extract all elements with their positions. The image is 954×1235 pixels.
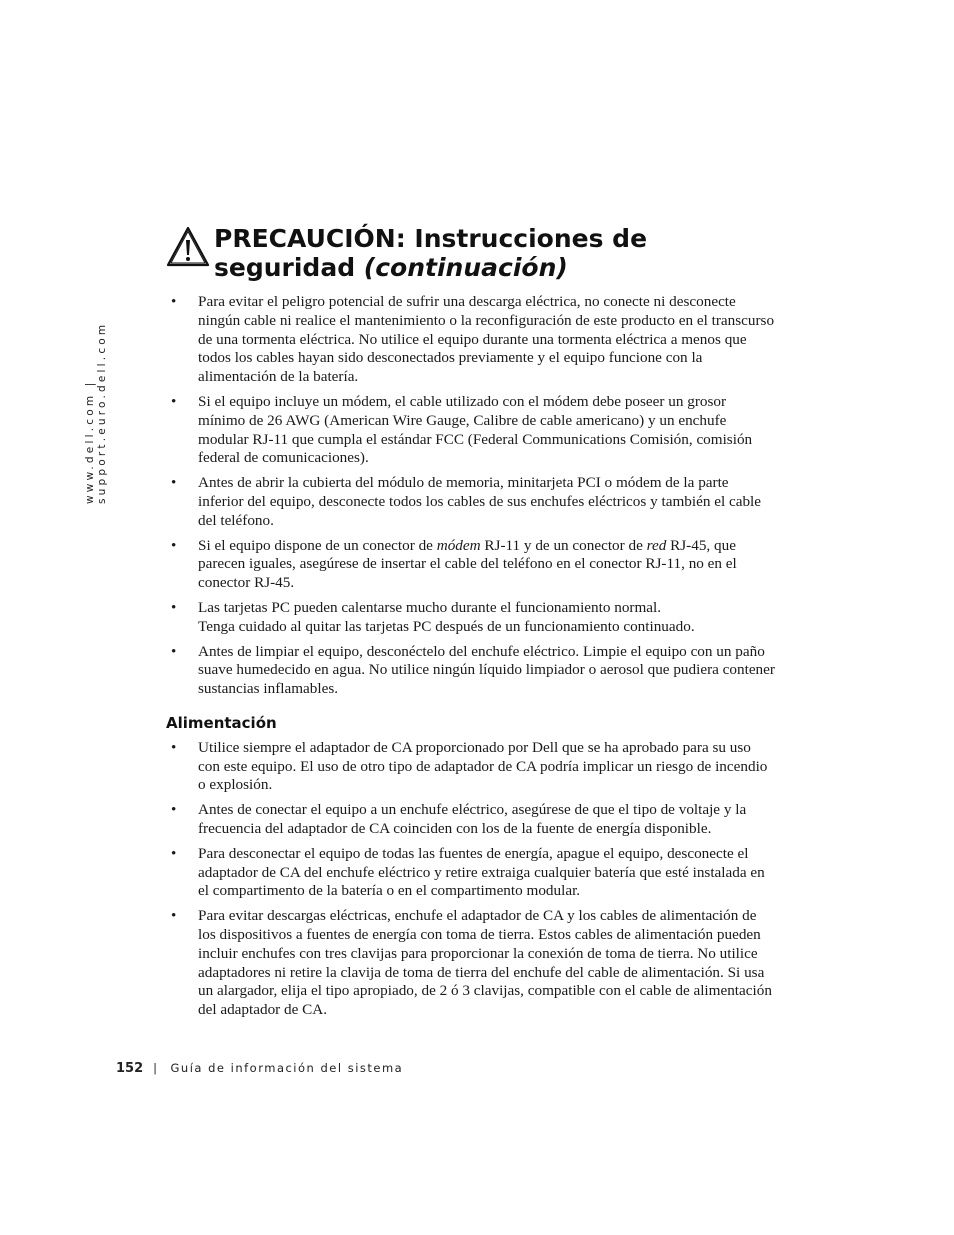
page-content bbox=[166, 293, 776, 1026]
section-title-alimentacion: Alimentación bbox=[166, 713, 277, 732]
power-bullet-list bbox=[166, 739, 776, 1020]
list-item: • Antes de conectar el equipo a un enchufe eléctrico, asegúrese de que el tipo de voltaje y la frecuencia del adaptador de CA coinciden con los de la fuente de energía disponible. bbox=[166, 801, 776, 839]
page-footer bbox=[116, 1061, 403, 1076]
title-line-2 bbox=[214, 253, 647, 282]
list-item: • Si el equipo incluye un módem, el cable utilizado con el módem debe poseer un grosor mínimo de 26 AWG (American Wire Gauge, Calibre de cable americano) y un enchufe modular RJ-11 que cumpla el estándar FCC (Federal Communications Comisión, comisión federal de comunicaciones). bbox=[166, 393, 776, 468]
title-line-2-main: seguridad bbox=[214, 253, 364, 282]
title-continuation: (continuación) bbox=[363, 253, 568, 282]
text-line: Tenga cuidado al quitar las tarjetas PC después de un funcionamiento continuado. bbox=[198, 617, 695, 635]
list-item bbox=[166, 537, 776, 593]
emphasis-red: red bbox=[646, 536, 667, 554]
list-item: • Para evitar descargas eléctricas, enchufe el adaptador de CA y los cables de alimentación de los dispositivos a fuentes de energía con toma de tierra. Estos cables de alimentación pueden incluir enchufes con tres clavijas para proporcionar la conexión de toma de tierra. No utilice adaptadores ni retire la clavija de toma de tierra del enchufe del cable de alimentación. Si usa un alargador, elija el tipo apropiado, de 2 ó 3 clavijas, compatible con el cable de alimentación del adaptador de CA. bbox=[166, 907, 776, 1020]
list-item bbox=[166, 599, 776, 637]
list-item: • Antes de limpiar el equipo, desconéctelo del enchufe eléctrico. Limpie el equipo con un paño suave humedecido en agua. No utilice ningún líquido limpiador o aerosol que pudiera contener sustancias inflamables. bbox=[166, 643, 776, 699]
list-item: • Utilice siempre el adaptador de CA proporcionado por Dell que se ha aprobado para su uso con este equipo. El uso de otro tipo de adaptador de CA podría implicar un riesgo de incendio o explosión. bbox=[166, 739, 776, 795]
text-segment: RJ-45, que parecen iguales, asegúrese de insertar el cable del teléfono en el conector RJ-11, no en el conector RJ-45. bbox=[198, 536, 737, 592]
page-title bbox=[214, 224, 647, 282]
page-number: 152 bbox=[116, 1061, 144, 1076]
text-segment: RJ-11 y de un conector de bbox=[480, 536, 647, 554]
sidebar-url: www.dell.com | support.euro.dell.com bbox=[84, 321, 108, 504]
safety-bullet-list bbox=[166, 293, 776, 699]
warning-triangle-icon bbox=[166, 226, 210, 268]
list-item: • Para evitar el peligro potencial de sufrir una descarga eléctrica, no conecte ni desconecte ningún cable ni realice el mantenimiento o la reconfiguración de este producto en el transcurso de una tormenta eléctrica. No utilice el equipo durante una tormenta eléctrica a menos que todos los cables hayan sido desconectados previamente y el equipo funcione con la alimentación de la batería. bbox=[166, 293, 776, 387]
document-title: Guía de información del sistema bbox=[170, 1061, 404, 1075]
footer-separator: | bbox=[153, 1061, 159, 1075]
page-heading bbox=[166, 224, 647, 282]
emphasis-modem: módem bbox=[436, 536, 481, 554]
list-item: • Para desconectar el equipo de todas las fuentes de energía, apague el equipo, desconecte el adaptador de CA del enchufe eléctrico y retire extraiga cualquier batería que esté instalada en el compartimento de la batería o en el compartimento modular. bbox=[166, 845, 776, 901]
text-segment: Si el equipo dispone de un conector de bbox=[198, 536, 437, 554]
text-line: Las tarjetas PC pueden calentarse mucho durante el funcionamiento normal. bbox=[198, 598, 662, 616]
list-item: • Antes de abrir la cubierta del módulo de memoria, minitarjeta PCI o módem de la parte inferior del equipo, desconecte todos los cables de sus enchufes eléctricos y también el cable del teléfono. bbox=[166, 474, 776, 530]
title-line-1: PRECAUCIÓN: Instrucciones de bbox=[214, 224, 648, 253]
